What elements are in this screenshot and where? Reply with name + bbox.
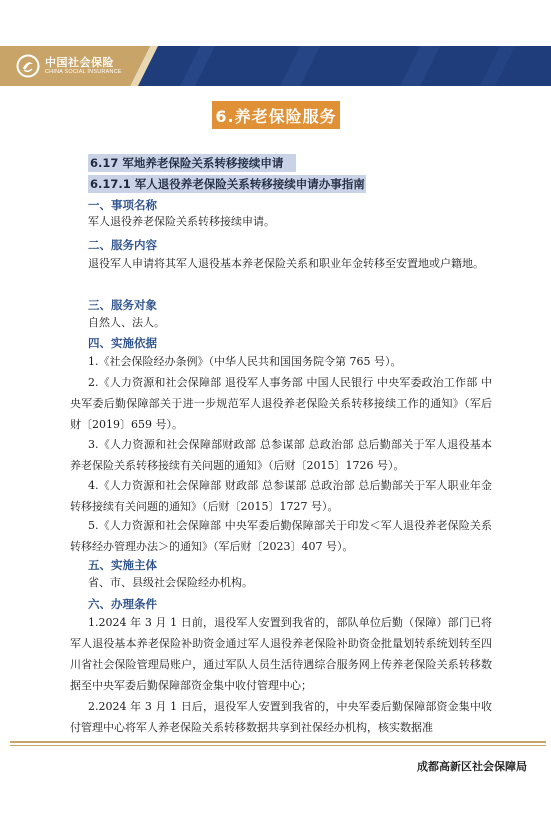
section-title-implementing-body: 五、实施主体 [88,558,157,572]
footer-divider [10,741,546,743]
legal-basis-item-1: 1.《社会保险经办条例》（中华人民共和国国务院令第 765 号）。 [88,355,402,368]
section-title-legal-basis: 四、实施依据 [88,336,157,350]
section-title-item-name: 一、事项名称 [88,198,157,212]
social-insurance-logo-icon [16,54,40,78]
section-title-service-content: 二、服务内容 [88,238,157,252]
condition-item-2: 2.2024 年 3 月 1 日后，退役军人安置到我省的，中央军委后勤保障部资金集中收付管理中心将军人养老保险关系转移数据共享到社保经办机构，核实数据准 [70,700,492,734]
section-body-implementing-body: 省、市、县级社会保险经办机构。 [88,576,253,589]
section-banner-title: 6.养老保险服务 [215,106,337,126]
page-header [0,46,551,86]
section-body-service-target: 自然人、法人。 [88,316,165,329]
section-banner [212,101,340,129]
section-body-service-content: 退役军人申请将其军人退役基本养老保险关系和职业年金转移至安置地或户籍地。 [88,257,484,270]
condition-item-1: 1.2024 年 3 月 1 日前，退役军人安置到我省的，部队单位后勤（保障）部门已将军人退役基本养老保险补助资金通过军人退役养老保险补助资金批量划转系统划转至四川省社会保险管理局账户，通过军队人员生活待遇综合服务网上传养老保险关系转移数据至中央军委后勤保障部资金集中收付管理中心； [70,616,492,692]
legal-basis-item-5: 5.《人力资源和社会保障部 中央军委后勤保障部关于印发＜军人退役养老保险关系转移经办管理办法＞的通知》（军后财〔2023〕407 号）。 [70,519,492,553]
section-title-service-target: 三、服务对象 [88,298,157,312]
section-title-conditions: 六、办理条件 [88,597,157,611]
heading-6-17-1: 6.17.1 军人退役养老保险关系转移接续申请办事指南 [90,177,365,191]
section-body-item-name: 军人退役养老保险关系转移接续申请。 [88,215,275,228]
footer-divider-thin [10,745,546,746]
logo-chinese-text: 中国社会保险 [45,55,114,69]
legal-basis-item-2: 2.《人力资源和社会保障部 退役军人事务部 中国人民银行 中央军委政治工作部 中央军委后勤保障部关于进一步规范军人退役养老保险关系转移接续工作的通知》（军后财〔2019〕659 号）。 [70,376,492,431]
logo-english-text: CHINA SOCIAL INSURANCE [45,68,122,75]
legal-basis-item-3: 3.《人力资源和社会保障部财政部 总参谋部 总政治部 总后勤部关于军人退役基本养老保险关系转移接续有关问题的通知》（后财〔2015〕1726 号）。 [70,438,492,472]
heading-6-17: 6.17 军地养老保险关系转移接续申请 [88,154,296,172]
footer-organization: 成都高新区社会保障局 [417,760,527,773]
legal-basis-item-4: 4.《人力资源和社会保障部 财政部 总参谋部 总政治部 总后勤部关于军人职业年金转移接续有关问题的通知》（后财〔2015〕1727 号）。 [70,479,492,513]
logo [16,52,122,80]
